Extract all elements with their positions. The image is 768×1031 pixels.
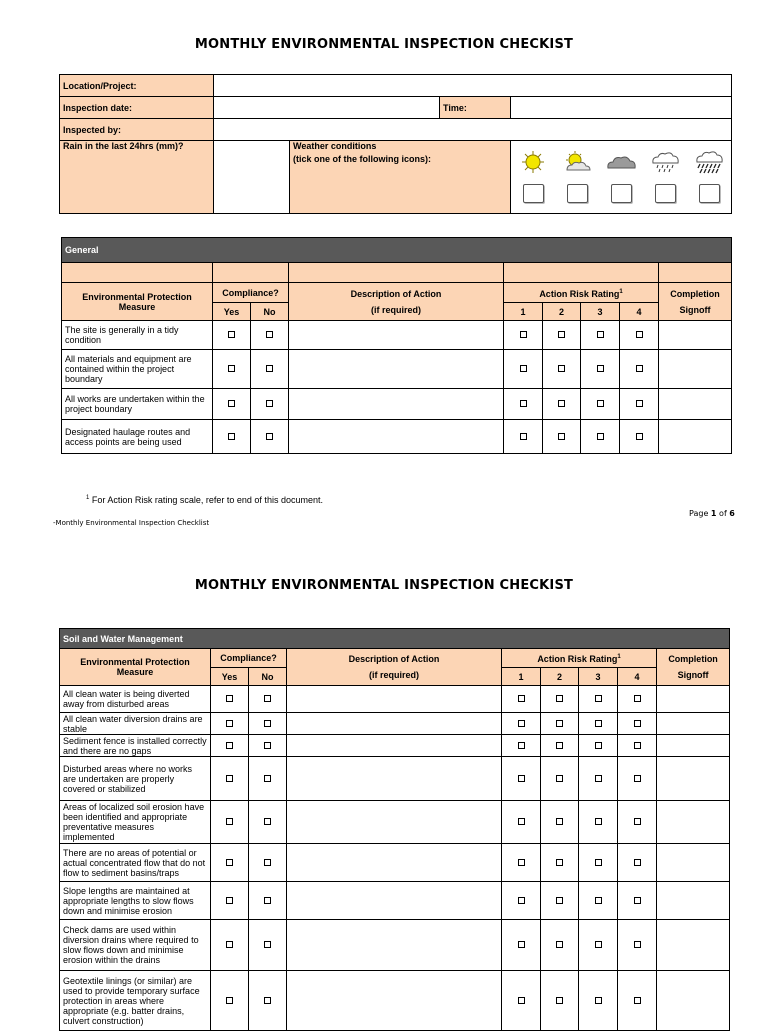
rain-label: Rain in the last 24hrs (mm)? bbox=[60, 141, 214, 214]
signoff-field[interactable] bbox=[657, 686, 730, 713]
risk-1-checkbox[interactable] bbox=[518, 897, 525, 904]
risk-4-checkbox[interactable] bbox=[636, 365, 643, 372]
risk-4-checkbox[interactable] bbox=[634, 775, 641, 782]
description-column-header bbox=[289, 283, 504, 321]
cloud-icon bbox=[605, 150, 637, 174]
description-field[interactable] bbox=[287, 844, 502, 882]
risk-2-column-header: 2 bbox=[543, 303, 581, 321]
no-checkbox[interactable] bbox=[266, 400, 273, 407]
risk-1-checkbox[interactable] bbox=[520, 331, 527, 338]
no-checkbox[interactable] bbox=[264, 859, 271, 866]
description-header-line1: Description of Action bbox=[350, 288, 442, 299]
spacer-cell bbox=[504, 263, 659, 283]
risk-1-cell bbox=[504, 389, 543, 420]
risk-rating-column-header bbox=[502, 649, 657, 668]
yes-cell bbox=[213, 350, 251, 389]
heavy-rain-icon bbox=[693, 150, 725, 174]
footnote bbox=[86, 495, 323, 505]
risk-3-cell bbox=[579, 971, 618, 1031]
risk-4-checkbox[interactable] bbox=[636, 331, 643, 338]
risk-4-cell bbox=[618, 757, 657, 801]
risk-rating-column-header bbox=[504, 283, 659, 303]
sun-cloud-icon bbox=[561, 150, 593, 174]
risk-1-checkbox[interactable] bbox=[518, 818, 525, 825]
yes-checkbox[interactable] bbox=[226, 775, 233, 782]
risk-3-checkbox[interactable] bbox=[595, 775, 602, 782]
time-field[interactable] bbox=[511, 97, 732, 119]
risk-3-cell bbox=[581, 389, 620, 420]
description-field[interactable] bbox=[289, 321, 504, 350]
risk-1-cell bbox=[504, 420, 543, 454]
description-field[interactable] bbox=[287, 920, 502, 971]
risk-2-checkbox[interactable] bbox=[556, 859, 563, 866]
risk-1-checkbox[interactable] bbox=[518, 859, 525, 866]
risk-4-cell bbox=[618, 882, 657, 920]
description-field[interactable] bbox=[287, 735, 502, 757]
table-row bbox=[60, 920, 730, 971]
yes-checkbox[interactable] bbox=[226, 818, 233, 825]
measure-text: All materials and equipment are contained within the project boundary bbox=[62, 350, 213, 389]
table-row bbox=[62, 321, 732, 350]
weather-cloud-checkbox[interactable] bbox=[611, 184, 632, 203]
no-cell bbox=[249, 686, 287, 713]
risk-2-cell bbox=[543, 420, 581, 454]
risk-3-checkbox[interactable] bbox=[597, 433, 604, 440]
signoff-field[interactable] bbox=[657, 920, 730, 971]
no-checkbox[interactable] bbox=[264, 720, 271, 727]
weather-label-line2: (tick one of the following icons): bbox=[293, 154, 431, 164]
risk-2-checkbox[interactable] bbox=[558, 433, 565, 440]
risk-2-cell bbox=[541, 844, 579, 882]
description-field[interactable] bbox=[287, 686, 502, 713]
inspection-date-field[interactable] bbox=[214, 97, 440, 119]
no-checkbox[interactable] bbox=[266, 433, 273, 440]
signoff-field[interactable] bbox=[659, 350, 732, 389]
measure-text: Check dams are used within diversion drains where required to slow flows down and minimise erosion within the drains bbox=[60, 920, 211, 971]
description-field[interactable] bbox=[289, 420, 504, 454]
risk-3-checkbox[interactable] bbox=[595, 997, 602, 1004]
weather-sun-cloud-checkbox[interactable] bbox=[567, 184, 588, 203]
risk-2-cell bbox=[543, 389, 581, 420]
yes-column-header: Yes bbox=[211, 668, 249, 686]
risk-3-cell bbox=[579, 757, 618, 801]
risk-2-cell bbox=[541, 713, 579, 735]
risk-3-checkbox[interactable] bbox=[597, 365, 604, 372]
yes-cell bbox=[211, 801, 249, 844]
risk-3-cell bbox=[579, 686, 618, 713]
risk-1-cell bbox=[502, 844, 541, 882]
weather-light-rain-checkbox[interactable] bbox=[655, 184, 676, 203]
table-row bbox=[60, 757, 730, 801]
risk-2-cell bbox=[541, 686, 579, 713]
risk-4-cell bbox=[618, 844, 657, 882]
risk-3-cell bbox=[579, 920, 618, 971]
table-row bbox=[62, 420, 732, 454]
risk-1-checkbox[interactable] bbox=[520, 433, 527, 440]
risk-1-cell bbox=[502, 920, 541, 971]
table-row bbox=[60, 882, 730, 920]
risk-4-checkbox[interactable] bbox=[636, 400, 643, 407]
risk-4-cell bbox=[620, 350, 659, 389]
no-cell bbox=[249, 971, 287, 1031]
yes-cell bbox=[211, 735, 249, 757]
risk-4-cell bbox=[620, 321, 659, 350]
risk-2-checkbox[interactable] bbox=[558, 331, 565, 338]
completion-header-line1: Completion bbox=[670, 288, 720, 299]
general-checklist-table bbox=[61, 237, 732, 454]
risk-2-checkbox[interactable] bbox=[556, 818, 563, 825]
risk-rating-label: Action Risk Rating bbox=[537, 654, 618, 664]
yes-cell bbox=[211, 920, 249, 971]
risk-1-cell bbox=[502, 735, 541, 757]
yes-column-header: Yes bbox=[213, 303, 251, 321]
risk-4-checkbox[interactable] bbox=[634, 742, 641, 749]
weather-label bbox=[290, 141, 511, 214]
risk-4-cell bbox=[618, 686, 657, 713]
measure-text: Slope lengths are maintained at appropriate lengths to slow flows down and minimise erosion bbox=[60, 882, 211, 920]
completion-header-line2: Signoff bbox=[677, 670, 709, 680]
footnote-marker: 1 bbox=[86, 495, 90, 501]
risk-4-cell bbox=[620, 389, 659, 420]
risk-1-checkbox[interactable] bbox=[518, 742, 525, 749]
risk-4-checkbox[interactable] bbox=[634, 720, 641, 727]
risk-2-cell bbox=[541, 735, 579, 757]
no-cell bbox=[249, 757, 287, 801]
page-title: MONTHLY ENVIRONMENTAL INSPECTION CHECKIST bbox=[194, 37, 574, 52]
risk-2-checkbox[interactable] bbox=[558, 400, 565, 407]
weather-sun-checkbox[interactable] bbox=[523, 184, 544, 203]
spacer-cell bbox=[289, 263, 504, 283]
description-field[interactable] bbox=[287, 757, 502, 801]
yes-cell bbox=[213, 389, 251, 420]
risk-2-cell bbox=[541, 757, 579, 801]
risk-1-cell bbox=[502, 757, 541, 801]
location-field[interactable] bbox=[214, 75, 732, 97]
risk-2-checkbox[interactable] bbox=[558, 365, 565, 372]
signoff-field[interactable] bbox=[657, 735, 730, 757]
no-column-header: No bbox=[251, 303, 289, 321]
measure-text: All clean water is being diverted away from disturbed areas bbox=[60, 686, 211, 713]
description-header-line2: (if required) bbox=[368, 670, 419, 680]
no-checkbox[interactable] bbox=[266, 365, 273, 372]
yes-checkbox[interactable] bbox=[228, 400, 235, 407]
no-checkbox[interactable] bbox=[264, 997, 271, 1004]
risk-1-checkbox[interactable] bbox=[518, 720, 525, 727]
risk-2-checkbox[interactable] bbox=[556, 742, 563, 749]
yes-checkbox[interactable] bbox=[226, 941, 233, 948]
weather-icons-cell bbox=[511, 141, 732, 214]
risk-3-cell bbox=[579, 801, 618, 844]
table-row bbox=[60, 713, 730, 735]
table-row bbox=[62, 350, 732, 389]
risk-3-checkbox[interactable] bbox=[597, 400, 604, 407]
measure-text: The site is generally in a tidy condition bbox=[62, 321, 213, 350]
measure-text: Areas of localized soil erosion have been identified and appropriate preventative measures implemented bbox=[60, 801, 211, 844]
measure-text: Sediment fence is installed correctly and there are no gaps bbox=[60, 735, 211, 757]
measure-text: All works are undertaken within the project boundary bbox=[62, 389, 213, 420]
measure-text: All clean water diversion drains are stable bbox=[60, 713, 211, 735]
spacer-cell bbox=[659, 263, 732, 283]
risk-2-checkbox[interactable] bbox=[556, 897, 563, 904]
description-field[interactable] bbox=[287, 882, 502, 920]
yes-cell bbox=[211, 971, 249, 1031]
table-row bbox=[60, 686, 730, 713]
page-of: of bbox=[716, 509, 730, 518]
description-field[interactable] bbox=[287, 713, 502, 735]
description-field[interactable] bbox=[287, 801, 502, 844]
no-column-header: No bbox=[249, 668, 287, 686]
risk-2-checkbox[interactable] bbox=[556, 941, 563, 948]
description-field[interactable] bbox=[287, 971, 502, 1031]
risk-1-cell bbox=[502, 686, 541, 713]
signoff-field[interactable] bbox=[657, 713, 730, 735]
table-row bbox=[60, 801, 730, 844]
risk-2-checkbox[interactable] bbox=[556, 720, 563, 727]
yes-checkbox[interactable] bbox=[226, 859, 233, 866]
footnote-text: For Action Risk rating scale, refer to end of this document. bbox=[91, 495, 323, 505]
no-checkbox[interactable] bbox=[264, 695, 271, 702]
light-rain-icon bbox=[649, 150, 681, 174]
location-label: Location/Project: bbox=[60, 75, 214, 97]
risk-1-cell bbox=[504, 321, 543, 350]
compliance-column-header: Compliance? bbox=[211, 649, 287, 668]
risk-1-cell bbox=[502, 801, 541, 844]
risk-3-cell bbox=[579, 882, 618, 920]
no-cell bbox=[249, 735, 287, 757]
page-number bbox=[689, 509, 735, 518]
yes-checkbox[interactable] bbox=[228, 433, 235, 440]
risk-2-cell bbox=[541, 920, 579, 971]
completion-column-header bbox=[659, 283, 732, 321]
risk-4-cell bbox=[618, 713, 657, 735]
no-cell bbox=[249, 844, 287, 882]
yes-cell bbox=[211, 882, 249, 920]
risk-1-column-header: 1 bbox=[504, 303, 543, 321]
sun-icon bbox=[517, 150, 549, 174]
risk-3-cell bbox=[581, 350, 620, 389]
time-label: Time: bbox=[440, 97, 511, 119]
signoff-field[interactable] bbox=[657, 757, 730, 801]
risk-2-checkbox[interactable] bbox=[556, 695, 563, 702]
no-cell bbox=[251, 350, 289, 389]
yes-cell bbox=[213, 420, 251, 454]
measure-text: Disturbed areas where no works are undertaken are properly covered or stabilized bbox=[60, 757, 211, 801]
risk-rating-footnote-ref: 1 bbox=[617, 654, 621, 660]
risk-2-cell bbox=[541, 801, 579, 844]
yes-cell bbox=[211, 757, 249, 801]
page-current: 1 bbox=[710, 509, 717, 518]
risk-4-checkbox[interactable] bbox=[634, 859, 641, 866]
risk-3-column-header: 3 bbox=[579, 668, 618, 686]
risk-3-checkbox[interactable] bbox=[595, 897, 602, 904]
risk-rating-label: Action Risk Rating bbox=[539, 288, 620, 299]
yes-cell bbox=[211, 686, 249, 713]
risk-2-checkbox[interactable] bbox=[556, 997, 563, 1004]
risk-1-cell bbox=[502, 971, 541, 1031]
signoff-field[interactable] bbox=[657, 971, 730, 1031]
risk-3-checkbox[interactable] bbox=[595, 742, 602, 749]
signoff-field[interactable] bbox=[659, 420, 732, 454]
page-title-2: MONTHLY ENVIRONMENTAL INSPECTION CHECKIST bbox=[194, 578, 574, 593]
page-total: 6 bbox=[729, 509, 735, 518]
yes-checkbox[interactable] bbox=[226, 695, 233, 702]
no-checkbox[interactable] bbox=[264, 742, 271, 749]
soil-water-checklist-table bbox=[59, 628, 730, 1031]
spacer-cell bbox=[62, 263, 213, 283]
risk-4-checkbox[interactable] bbox=[634, 695, 641, 702]
yes-checkbox[interactable] bbox=[228, 331, 235, 338]
risk-3-cell bbox=[579, 713, 618, 735]
risk-1-cell bbox=[502, 713, 541, 735]
risk-3-checkbox[interactable] bbox=[595, 941, 602, 948]
completion-header-line2: Signoff bbox=[679, 304, 711, 315]
table-row bbox=[60, 971, 730, 1031]
measure-text: Designated haulage routes and access points are being used bbox=[62, 420, 213, 454]
risk-4-checkbox[interactable] bbox=[634, 897, 641, 904]
rain-field[interactable] bbox=[214, 141, 290, 214]
signoff-field[interactable] bbox=[657, 801, 730, 844]
risk-1-checkbox[interactable] bbox=[518, 775, 525, 782]
description-column-header bbox=[287, 649, 502, 686]
risk-2-checkbox[interactable] bbox=[556, 775, 563, 782]
risk-2-cell bbox=[543, 321, 581, 350]
risk-3-checkbox[interactable] bbox=[595, 695, 602, 702]
completion-column-header bbox=[657, 649, 730, 686]
risk-3-column-header: 3 bbox=[581, 303, 620, 321]
risk-3-cell bbox=[579, 735, 618, 757]
risk-3-checkbox[interactable] bbox=[595, 818, 602, 825]
risk-1-column-header: 1 bbox=[502, 668, 541, 686]
yes-checkbox[interactable] bbox=[226, 897, 233, 904]
measure-column-header: Environmental Protection Measure bbox=[60, 649, 211, 686]
inspected-by-label: Inspected by: bbox=[60, 119, 214, 141]
inspection-details-table bbox=[59, 74, 732, 214]
no-cell bbox=[249, 920, 287, 971]
risk-4-cell bbox=[618, 920, 657, 971]
table-row bbox=[60, 844, 730, 882]
risk-1-cell bbox=[502, 882, 541, 920]
risk-3-cell bbox=[581, 321, 620, 350]
spacer-cell bbox=[213, 263, 289, 283]
table-row bbox=[62, 389, 732, 420]
risk-4-cell bbox=[618, 971, 657, 1031]
description-header-line2: (if required) bbox=[370, 304, 421, 315]
risk-rating-footnote-ref: 1 bbox=[619, 288, 623, 295]
risk-3-checkbox[interactable] bbox=[595, 720, 602, 727]
risk-3-cell bbox=[581, 420, 620, 454]
page-footer: -Monthly Environmental Inspection Checklist bbox=[53, 519, 210, 527]
inspected-by-field[interactable] bbox=[214, 119, 732, 141]
risk-4-cell bbox=[618, 801, 657, 844]
yes-checkbox[interactable] bbox=[228, 365, 235, 372]
risk-1-checkbox[interactable] bbox=[518, 695, 525, 702]
completion-header-line1: Completion bbox=[668, 654, 718, 664]
weather-label-line1: Weather conditions bbox=[293, 141, 377, 151]
yes-cell bbox=[211, 844, 249, 882]
risk-4-checkbox[interactable] bbox=[634, 941, 641, 948]
weather-heavy-rain-checkbox[interactable] bbox=[699, 184, 720, 203]
no-checkbox[interactable] bbox=[264, 941, 271, 948]
no-cell bbox=[249, 882, 287, 920]
signoff-field[interactable] bbox=[657, 844, 730, 882]
yes-checkbox[interactable] bbox=[226, 720, 233, 727]
compliance-column-header: Compliance? bbox=[213, 283, 289, 303]
risk-2-cell bbox=[543, 350, 581, 389]
no-checkbox[interactable] bbox=[264, 818, 271, 825]
risk-4-checkbox[interactable] bbox=[634, 818, 641, 825]
no-checkbox[interactable] bbox=[264, 775, 271, 782]
measure-column-header: Environmental Protection Measure bbox=[62, 283, 213, 321]
no-cell bbox=[249, 801, 287, 844]
no-checkbox[interactable] bbox=[264, 897, 271, 904]
risk-2-cell bbox=[541, 882, 579, 920]
description-field[interactable] bbox=[289, 389, 504, 420]
measure-text: There are no areas of potential or actual concentrated flow that do not flow to sediment basins/traps bbox=[60, 844, 211, 882]
risk-1-checkbox[interactable] bbox=[520, 365, 527, 372]
signoff-field[interactable] bbox=[659, 389, 732, 420]
risk-2-cell bbox=[541, 971, 579, 1031]
description-header-line1: Description of Action bbox=[348, 654, 440, 664]
yes-cell bbox=[213, 321, 251, 350]
risk-1-checkbox[interactable] bbox=[520, 400, 527, 407]
yes-checkbox[interactable] bbox=[226, 742, 233, 749]
risk-4-column-header: 4 bbox=[618, 668, 657, 686]
signoff-field[interactable] bbox=[659, 321, 732, 350]
signoff-field[interactable] bbox=[657, 882, 730, 920]
risk-4-cell bbox=[620, 420, 659, 454]
no-cell bbox=[249, 713, 287, 735]
page-label: Page bbox=[689, 509, 711, 518]
risk-3-cell bbox=[579, 844, 618, 882]
no-cell bbox=[251, 389, 289, 420]
yes-checkbox[interactable] bbox=[226, 997, 233, 1004]
measure-text: Geotextile linings (or similar) are used to provide temporary surface protection in areas where appropriate (e.g. batter drains, culvert construction) bbox=[60, 971, 211, 1031]
general-section-header: General bbox=[62, 238, 732, 263]
risk-1-checkbox[interactable] bbox=[518, 997, 525, 1004]
description-field[interactable] bbox=[289, 350, 504, 389]
no-checkbox[interactable] bbox=[266, 331, 273, 338]
soil-section-header: Soil and Water Management bbox=[60, 629, 730, 649]
risk-3-checkbox[interactable] bbox=[595, 859, 602, 866]
risk-4-checkbox[interactable] bbox=[634, 997, 641, 1004]
risk-1-checkbox[interactable] bbox=[518, 941, 525, 948]
risk-4-column-header: 4 bbox=[620, 303, 659, 321]
yes-cell bbox=[211, 713, 249, 735]
inspection-date-label: Inspection date: bbox=[60, 97, 214, 119]
risk-4-cell bbox=[618, 735, 657, 757]
risk-3-checkbox[interactable] bbox=[597, 331, 604, 338]
risk-4-checkbox[interactable] bbox=[636, 433, 643, 440]
risk-2-column-header: 2 bbox=[541, 668, 579, 686]
table-row bbox=[60, 735, 730, 757]
risk-1-cell bbox=[504, 350, 543, 389]
no-cell bbox=[251, 420, 289, 454]
no-cell bbox=[251, 321, 289, 350]
